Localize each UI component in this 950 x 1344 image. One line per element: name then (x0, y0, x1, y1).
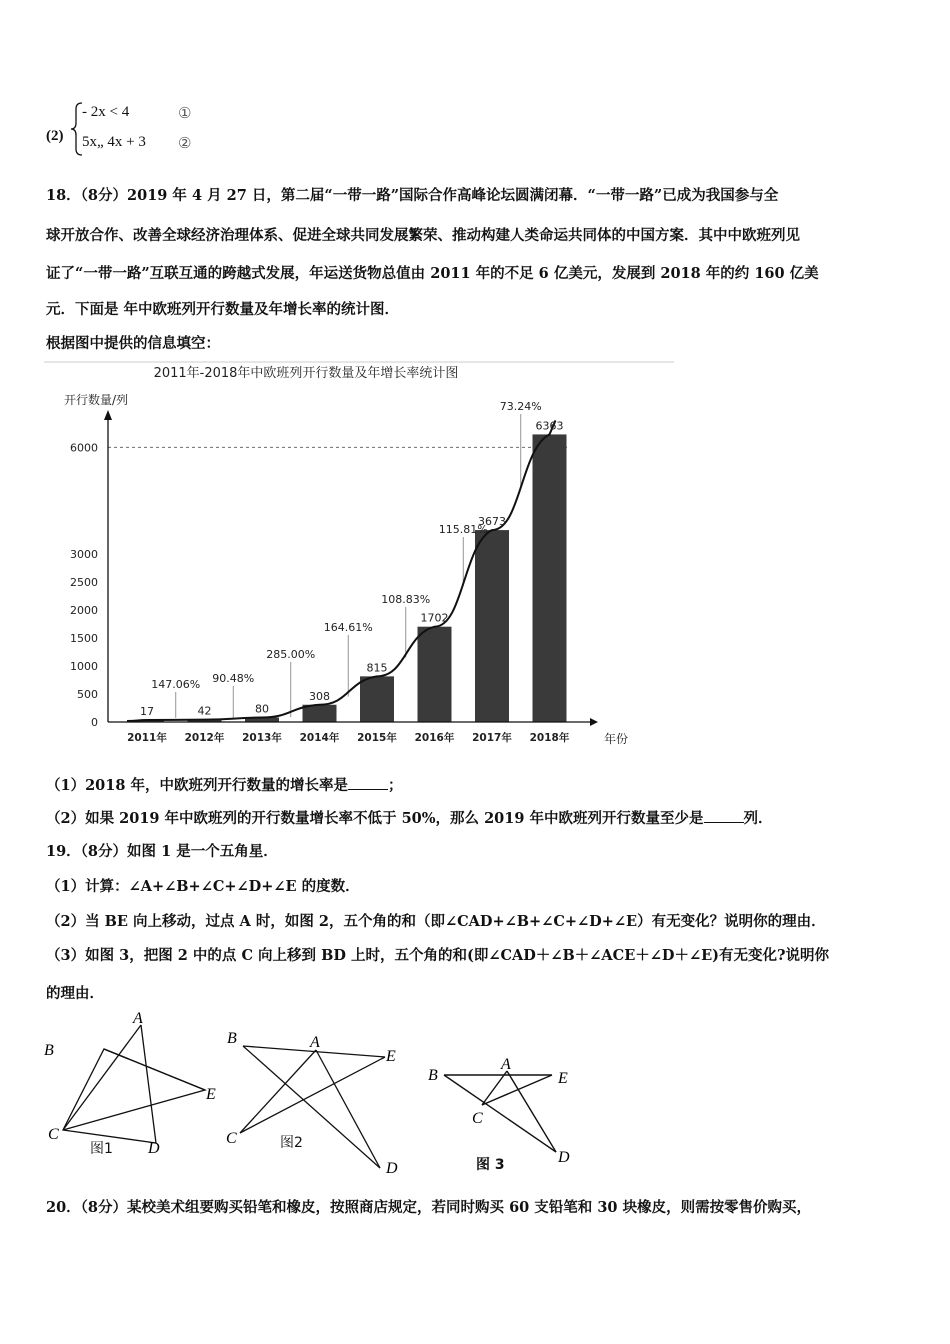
system-line-1: - 2x < 4 (82, 104, 130, 120)
fig3-label-c: C (472, 1110, 483, 1127)
fig1-label-d: D (148, 1140, 160, 1157)
growth-rate-label: 90.48% (212, 672, 255, 685)
fig3-caption: 图 3 (476, 1157, 505, 1173)
q18-line-2: 球开放合作、改善全球经济治理体系、促进全球共同发展繁荣、推动构建人类命运共同体的中国方案．其中中欧班列见 (46, 227, 800, 244)
bar-value-label: 1702 (420, 611, 449, 625)
q19-sub3-line-2: 的理由． (46, 985, 104, 1002)
system-label: (2) (46, 128, 64, 144)
q18-sub1 (46, 775, 403, 796)
chart-y-label: 开行数量/列 (64, 393, 129, 407)
fig2-label-a: A (310, 1034, 320, 1051)
x-tick-label: 2018年 (529, 732, 570, 744)
fig3-label-b: B (428, 1067, 438, 1084)
y-tick-label: 1000 (70, 660, 98, 673)
q18-sub2-text: （2）如果 2019 年中欧班列的开行数量增长率不低于 50%，那么 2019 年中欧班列开行数量至少是 (46, 810, 704, 827)
system-line-2-mark: ② (178, 136, 192, 152)
q18-sub1-text: （1）2018 年，中欧班列开行数量的增长率是 (46, 777, 348, 794)
bar (418, 627, 452, 722)
x-tick-label: 2012年 (184, 732, 225, 744)
bar (533, 434, 567, 722)
q19-sub1: （1）计算：∠A+∠B+∠C+∠D+∠E 的度数． (46, 878, 360, 895)
y-tick-label: 0 (91, 716, 98, 729)
q19-sub3-line-1: （3）如图 3，把图 2 中的点 C 向上移到 BD 上时，五个角的和(即∠CAD＋∠B＋∠ACE＋∠D＋∠E)有无变化?说明你 (46, 947, 830, 964)
q18-sub2 (46, 808, 773, 829)
x-tick-label: 2011年 (127, 732, 167, 744)
fig1-caption: 图1 (90, 1141, 113, 1157)
q19-sub2: （2）当 BE 向上移动，过点 A 时，如图 2，五个角的和（即∠CAD+∠B+∠C+∠D+∠E）有无变化？说明你的理由． (46, 913, 826, 930)
fig1-label-e: E (206, 1086, 216, 1103)
growth-rate-label: 147.06% (151, 678, 201, 691)
q18-sub1-end: ； (388, 777, 403, 794)
growth-rate-label: 108.83% (381, 593, 431, 606)
y-tick-label: 3000 (70, 548, 98, 561)
y-tick-label: 500 (77, 688, 98, 701)
chart-svg (44, 360, 674, 752)
bar-value-label: 17 (140, 705, 154, 718)
system-line-1-mark: ① (178, 106, 192, 122)
growth-rate-label: 164.61% (323, 621, 373, 634)
x-axis-arrow (590, 718, 598, 726)
q18-line-3: 证了“一带一路”互联互通的跨越式发展，年运送货物总值由 2011 年的不足 6 亿美元，发展到 2018 年的约 160 亿美 (46, 265, 819, 282)
y-axis-arrow (104, 410, 112, 420)
q18-prompt: 根据图中提供的信息填空： (46, 335, 220, 352)
q18-sub2-end: 列． (743, 810, 773, 827)
fig2-label-c: C (226, 1130, 237, 1147)
star-figures (40, 1005, 600, 1180)
figure-1 (44, 1010, 216, 1157)
bar-value-label: 6363 (535, 419, 564, 433)
bar-value-label: 308 (309, 689, 330, 703)
q20-line-1: 20．（8分）某校美术组要购买铅笔和橡皮，按照商店规定，若同时购买 60 支铅笔和 30 块橡皮，则需按零售价购买， (46, 1199, 812, 1216)
x-tick-label: 2013年 (242, 732, 282, 744)
fig2-label-e: E (386, 1048, 396, 1065)
x-tick-label: 2015年 (357, 732, 397, 744)
q18-line-1: 18．（8分）2019 年 4 月 27 日，第二届“一带一路”国际合作高峰论坛圆满闭幕．“一带一路”已成为我国参与全 (46, 187, 779, 204)
growth-rate-label: 115.81% (438, 523, 488, 536)
bar-value-label: 42 (197, 704, 212, 718)
y-tick-label: 1500 (70, 632, 98, 645)
q19-line-1: 19．（8分）如图 1 是一个五角星． (46, 843, 278, 860)
y-tick-label: 2500 (70, 576, 98, 589)
y-tick-label: 6000 (70, 441, 98, 455)
chart-x-label: 年份 (604, 732, 629, 746)
x-tick-label: 2017年 (472, 732, 512, 744)
fig1-label-a: A (133, 1010, 143, 1027)
growth-rate-label: 73.24% (499, 400, 542, 413)
q18-sub1-blank[interactable] (348, 775, 388, 790)
system-line-2: 5x„ 4x + 3 (82, 134, 146, 150)
q18-sub2-blank[interactable] (704, 808, 744, 823)
growth-chart (44, 360, 674, 752)
q18-line-4: 元．下面是 年中欧班列开行数量及年增长率的统计图． (46, 301, 400, 318)
x-tick-label: 2016年 (414, 732, 455, 744)
bar-value-label: 815 (366, 661, 388, 675)
fig1-label-b: B (44, 1042, 54, 1059)
chart-title: 2011年-2018年中欧班列开行数量及年增长率统计图 (153, 366, 459, 381)
bar (475, 530, 509, 722)
y-tick-label: 2000 (70, 604, 98, 617)
fig3-label-a: A (501, 1056, 511, 1073)
figure-2 (226, 1030, 398, 1177)
fig2-label-b: B (227, 1030, 237, 1047)
fig2-label-d: D (386, 1160, 398, 1177)
growth-rate-label: 285.00% (266, 648, 316, 661)
figure-3 (428, 1056, 570, 1173)
x-tick-label: 2014年 (299, 732, 340, 744)
fig3-label-d: D (558, 1149, 570, 1166)
bar-value-label: 3673 (478, 515, 506, 529)
fig1-label-c: C (48, 1126, 59, 1143)
bar-value-label: 80 (255, 702, 269, 716)
fig3-label-e: E (558, 1070, 568, 1087)
bar (360, 676, 394, 722)
fig2-caption: 图2 (280, 1135, 303, 1151)
